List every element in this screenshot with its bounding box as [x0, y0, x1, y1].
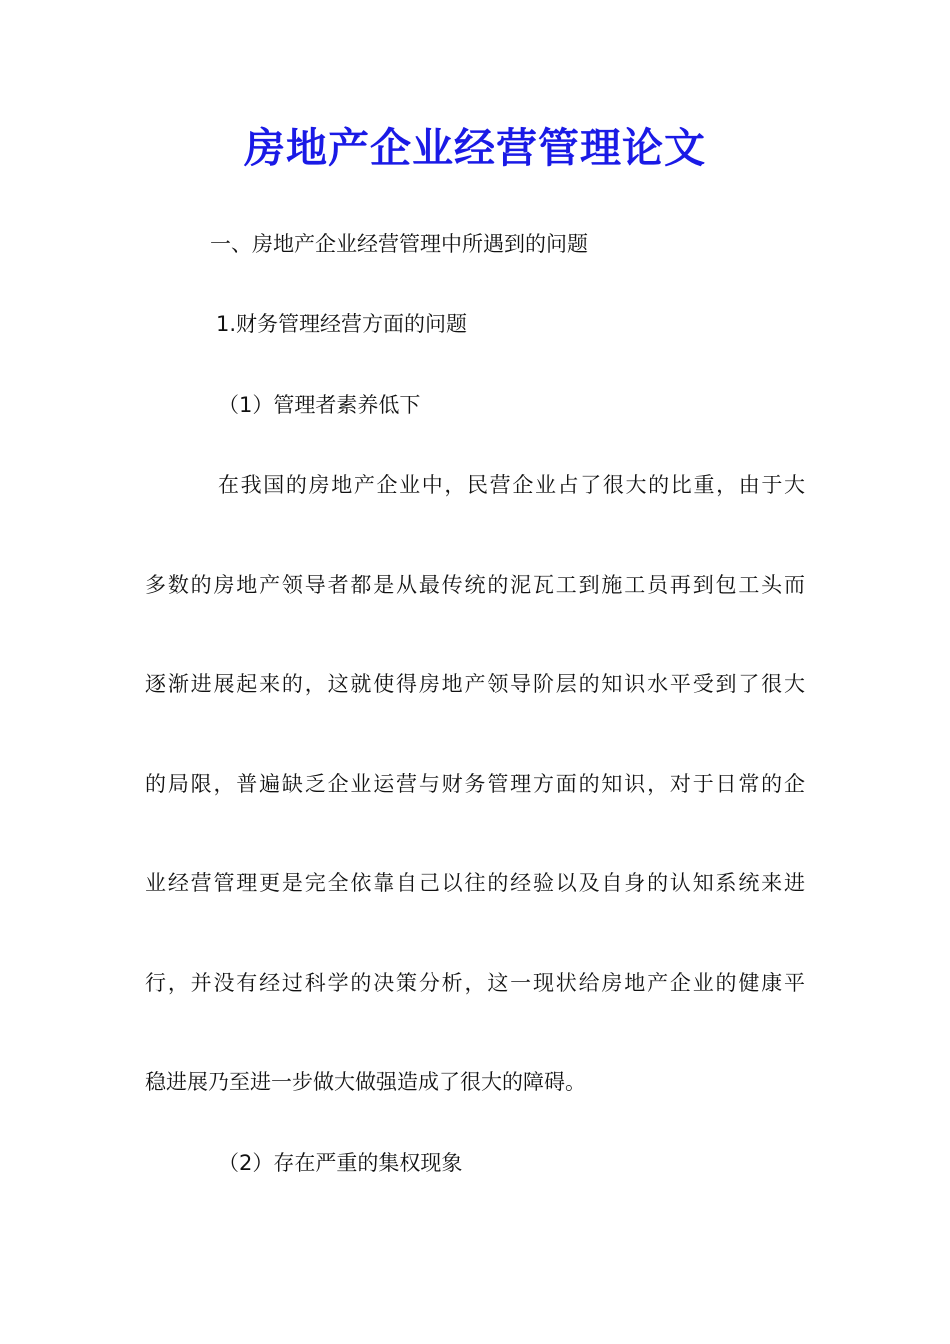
- subsection-heading: 1.财务管理经营方面的问题: [216, 312, 468, 336]
- paragraph-line: 在我国的房地产企业中，民营企业占了很大的比重，由于大: [218, 473, 805, 497]
- paragraph-line: 行，并没有经过科学的决策分析，这一现状给房地产企业的健康平: [145, 970, 805, 995]
- section-heading: 一、房地产企业经营管理中所遇到的问题: [210, 232, 588, 256]
- item-2-heading: （2）存在严重的集权现象: [218, 1151, 463, 1175]
- paragraph-line: 稳进展乃至进一步做大做强造成了很大的障碍。: [145, 1070, 586, 1094]
- paragraph-line: 业经营管理更是完全依靠自己以往的经验以及自身的认知系统来进: [145, 871, 805, 895]
- paragraph-line: 逐渐进展起来的，这就使得房地产领导阶层的知识水平受到了很大: [145, 672, 805, 696]
- body-paragraph: [145, 470, 805, 1167]
- paragraph-line: 的局限，普遍缺乏企业运营与财务管理方面的知识，对于日常的企: [145, 771, 805, 796]
- item-1-heading: （1）管理者素养低下: [218, 393, 421, 417]
- page-title: 房地产企业经营管理论文: [244, 124, 706, 172]
- paragraph-line: 多数的房地产领导者都是从最传统的泥瓦工到施工员再到包工头而: [145, 572, 805, 597]
